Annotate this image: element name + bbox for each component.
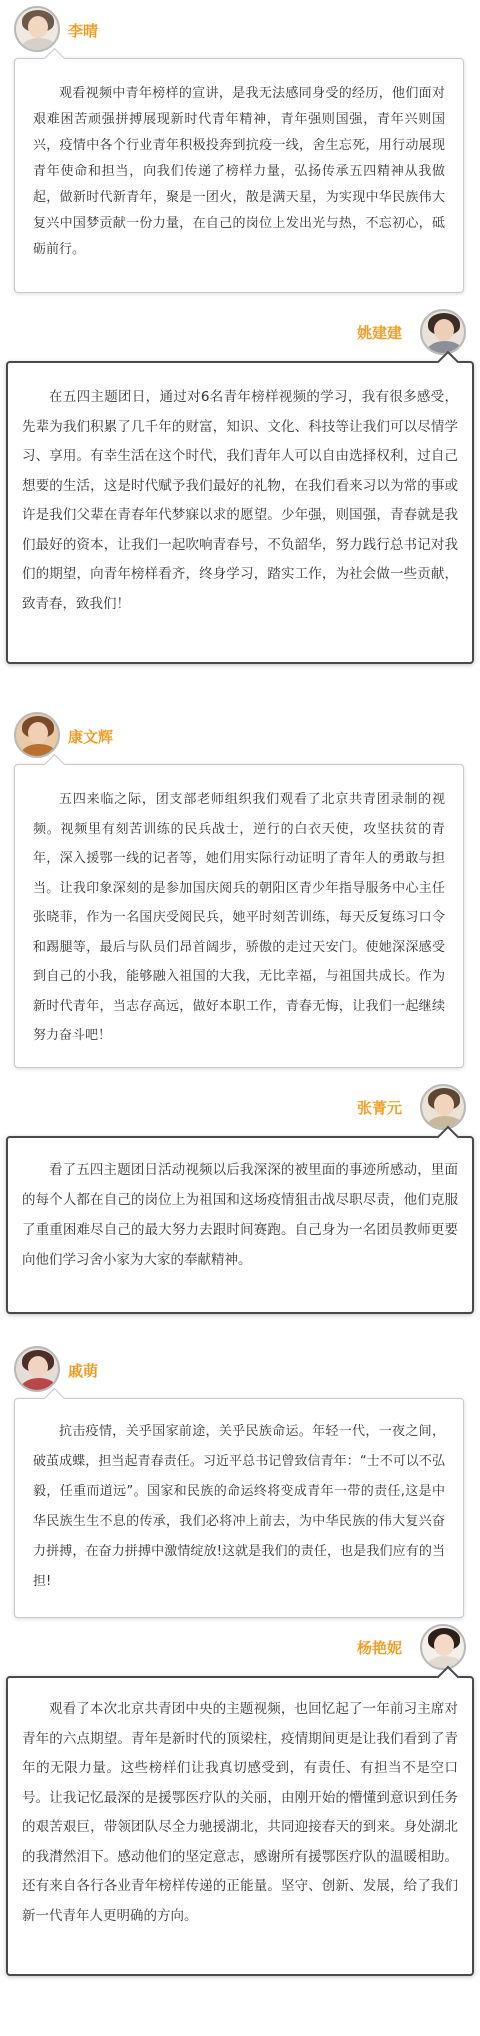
comment-text: 五四来临之际，团支部老师组织我们观看了北京共青团录制的视频。视频里有刻苦训练的民兵战士，逆行的白衣天使，攻坚扶贫的青年，深入援鄂一线的记者等，她们用实际行动证明了青年人的勇敢与担当。让我印象深刻的是参加国庆阅兵的朝阳区青少年指导服务中心主任张晓菲，作为一名国庆受阅民兵，她平时刻苦训练，每天反复练习口令和踢腿等，最后与队员们昂首阔步，骄傲的走过天安门。使她深深感受到自己的小我，能够融入祖国的大我，无比幸福，与祖国共成长。作为新时代青年，当志存高远，做好本职工作，青春无悔，让我们一起继续努力奋斗吧！ <box>33 792 445 1043</box>
author-name: 姚建建 <box>356 324 402 342</box>
comment-text: 抗击疫情，关乎国家前途，关乎民族命运。年轻一代，一夜之间，破茧成蝶，担当起青春责任。习近平总书记曾致信青年：“士不可以不弘毅，任重而道远”。国家和民族的命运终将变成青年一带的责任,这是中华民族生生不息的传承，我们必将冲上前去，为中华民族的伟大复兴奋力拼搏，在奋力拼搏中激情绽放!这就是我们的责任，也是我们应有的当担! <box>33 1424 445 1589</box>
comment-bubble <box>14 764 464 1068</box>
avatar-icon[interactable] <box>14 712 60 758</box>
author-name: 戚萌 <box>68 1362 99 1380</box>
comment-bubble <box>6 1676 474 1976</box>
author-name: 张菁元 <box>356 1099 402 1117</box>
avatar-icon[interactable] <box>420 1624 466 1670</box>
comment-text: 在五四主题团日，通过对6名青年榜样视频的学习，我有很多感受，先辈为我们积累了几千年的财富，知识、文化、科技等让我们可以尽情学习、享用。有幸生活在这个时代，我们青年人可以自由选择权利，过自己想要的生活，这是时代赋予我们最好的礼物，在我们看来习以为常的事或许是我们父辈在青春年代梦寐以求的愿望。少年强，则国强，青春就是我们最好的资本，让我们一起吹响青春号，不负韶华，努力践行总书记对我们的期望，向青年榜样看齐，终身学习，踏实工作，为社会做一些贡献，致青春，致我们！ <box>22 389 458 612</box>
avatar-icon[interactable] <box>420 309 466 355</box>
avatar-icon[interactable] <box>420 1084 466 1130</box>
author-name: 杨艳妮 <box>356 1639 402 1657</box>
avatar-icon[interactable] <box>14 1346 60 1392</box>
comment-bubble <box>6 1136 474 1314</box>
avatar-icon[interactable] <box>14 6 60 52</box>
comment-text: 观看视频中青年榜样的宣讲，是我无法感同身受的经历，他们面对艰难困苦顽强拼搏展现新时代青年精神，青年强则国强，青年兴则国兴，疫情中各个行业青年积极投奔到抗疫一线，舍生忘死，用行动展现青年使命和担当，向我们传递了榜样力量，弘扬传承五四精神从我做起，做新时代新青年，聚是一团火，散是满天星，为实现中华民族伟大复兴中国梦贡献一份力量，在自己的岗位上发出光与热，不忘初心，砥砺前行。 <box>33 86 445 257</box>
author-name: 李晴 <box>68 22 99 40</box>
author-name: 康文辉 <box>68 728 114 746</box>
comment-bubble <box>14 58 464 293</box>
comment-bubble <box>6 361 474 664</box>
comment-text: 看了五四主题团日活动视频以后我深深的被里面的事迹所感动，里面的每个人都在自己的岗位上为祖国和这场疫情狙击战尽职尽责，他们克服了重重困难尽自己的最大努力去跟时间赛跑。自己身为一名团员教师更要向他们学习舍小家为大家的奉献精神。 <box>22 1162 458 1268</box>
comment-bubble <box>14 1398 464 1618</box>
comment-text: 观看了本次北京共青团中央的主题视频，也回忆起了一年前习主席对青年的六点期望。青年是新时代的顶梁柱，疫情期间更是让我们看到了青年的无限力量。这些榜样们让我真切感受到，有责任、有担当不是空口号。让我记忆最深的是援鄂医疗队的关丽，由刚开始的懵懂到意识到任务的艰苦艰巨，带领团队尽全力驰援湖北，共同迎接春天的到来。身处湖北的我潸然泪下。感动他们的坚定意志，感谢所有援鄂医疗队的温暖相助。还有来自各行各业青年榜样传递的正能量。坚守、创新、发展，给了我们新一代青年人更明确的方向。 <box>22 1701 458 1924</box>
